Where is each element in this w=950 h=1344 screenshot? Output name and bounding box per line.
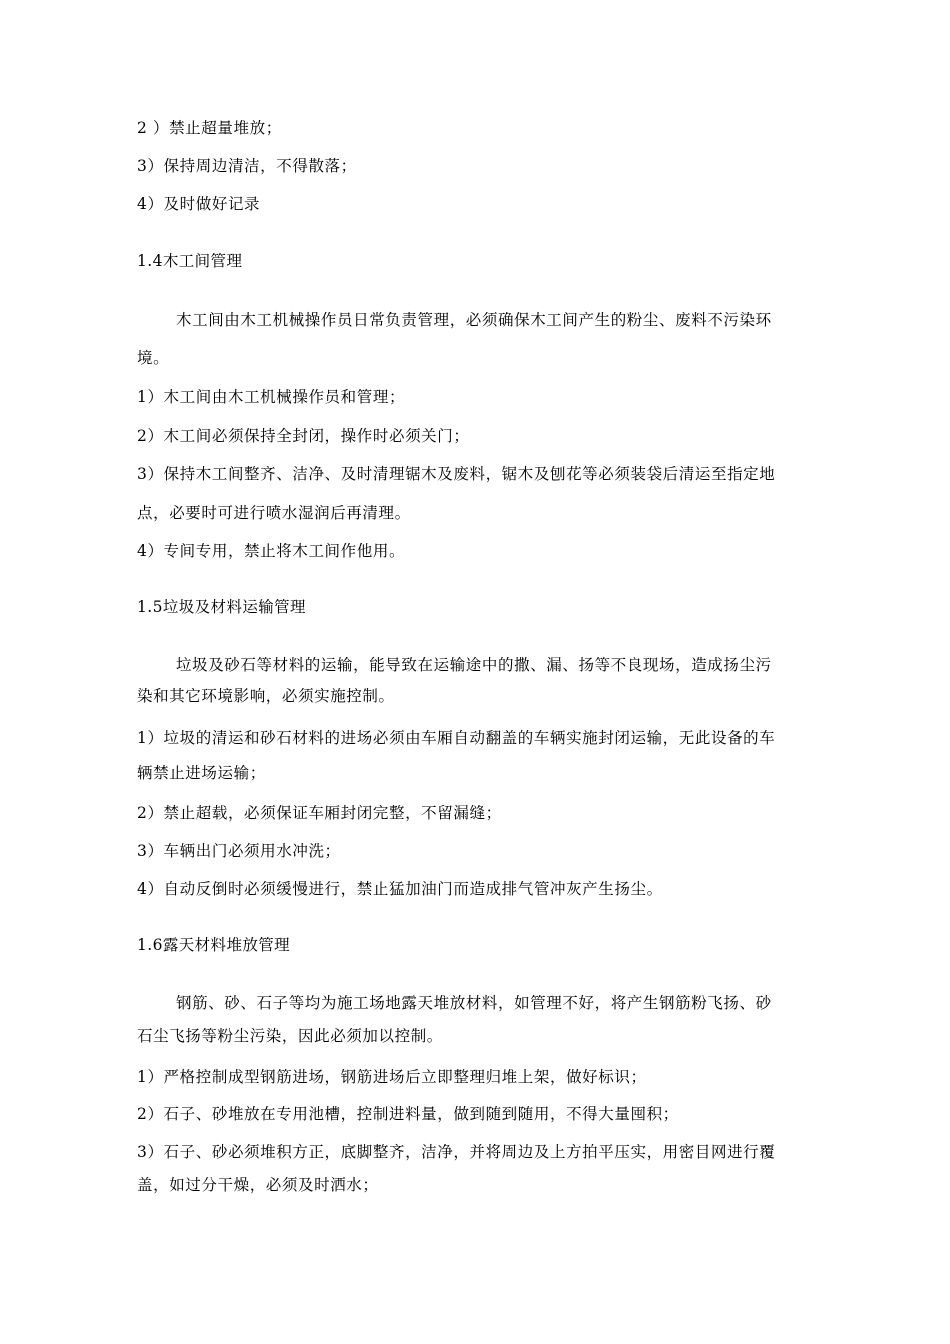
paragraph-line: 境。 <box>137 349 170 367</box>
list-item: 1）垃圾的清运和砂石材料的进场必须由车厢自动翻盖的车辆实施封闭运输，无此设备的车 <box>137 729 776 747</box>
section-heading: 1.6露天材料堆放管理 <box>137 936 291 954</box>
list-item: 辆禁止进场运输； <box>137 764 266 782</box>
paragraph-line: 钢筋、砂、石子等均为施工场地露天堆放材料，如管理不好，将产生钢筋粉飞扬、砂 <box>176 994 772 1012</box>
list-item: 3）车辆出门必须用水冲洗； <box>137 842 341 860</box>
paragraph-line: 染和其它环境影响，必须实施控制。 <box>137 687 395 705</box>
list-item: 2）木工间必须保持全封闭，操作时必须关门； <box>137 427 470 445</box>
list-item: 4）专间专用，禁止将木工间作他用。 <box>137 542 406 560</box>
section-heading: 1.5垃圾及材料运输管理 <box>137 598 306 616</box>
list-item: 盖，如过分干燥，必须及时洒水； <box>137 1176 379 1194</box>
list-item: 3）石子、砂必须堆积方正，底脚整齐，洁净，并将周边及上方拍平压实，用密目网进行覆 <box>137 1143 776 1161</box>
paragraph-line: 木工间由木工机械操作员日常负责管理，必须确保木工间产生的粉尘、废料不污染环 <box>176 311 772 329</box>
list-item: 2 ）禁止超量堆放； <box>137 119 282 137</box>
list-item: 4）自动反倒时必须缓慢进行，禁止猛加油门而造成排气管冲灰产生扬尘。 <box>137 880 663 898</box>
list-item: 3）保持周边清洁，不得散落； <box>137 157 357 175</box>
list-item: 1）木工间由木工机械操作员和管理； <box>137 388 406 406</box>
list-item: 2）石子、砂堆放在专用池槽，控制进料量，做到随到随用，不得大量囤积； <box>137 1105 679 1123</box>
list-item: 3）保持木工间整齐、洁净、及时清理锯木及废料，锯木及刨花等必须装袋后清运至指定地 <box>137 465 776 483</box>
paragraph-line: 垃圾及砂石等材料的运输，能导致在运输途中的撒、漏、扬等不良现场，造成扬尘污 <box>176 656 772 674</box>
list-item: 1）严格控制成型钢筋进场，钢筋进场后立即整理归堆上架，做好标识； <box>137 1068 647 1086</box>
section-heading: 1.4木工间管理 <box>137 252 243 270</box>
list-item: 2）禁止超载，必须保证车厢封闭完整，不留漏缝； <box>137 804 502 822</box>
paragraph-line: 石尘飞扬等粉尘污染，因此必须加以控制。 <box>137 1027 443 1045</box>
list-item: 点，必要时可进行喷水湿润后再清理。 <box>137 504 411 522</box>
list-item: 4）及时做好记录 <box>137 195 261 213</box>
